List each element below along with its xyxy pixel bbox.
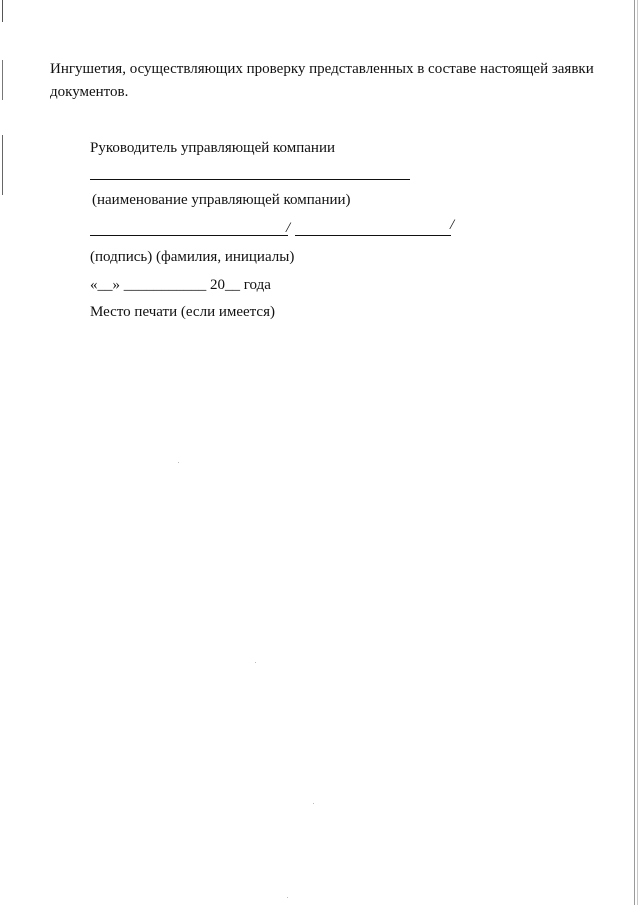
scan-edge-left xyxy=(2,0,3,905)
scan-speck xyxy=(313,803,314,804)
intro-paragraph: Ингушетия, осуществляющих проверку представленных в составе настоящей заявки документов. xyxy=(50,61,594,100)
date-line: «__» ___________ 20__ года xyxy=(90,277,271,293)
scan-edge-right-shadow xyxy=(637,0,638,905)
scan-speck xyxy=(178,462,179,463)
signature-blank-line xyxy=(90,235,288,236)
name-initials-blank-line xyxy=(295,235,451,236)
signature-caption: (подпись) (фамилия, инициалы) xyxy=(90,249,295,265)
scan-speck xyxy=(287,897,288,898)
company-name-blank-line xyxy=(90,179,410,180)
signature-separator-slash: / xyxy=(286,220,291,236)
scan-edge-right xyxy=(634,0,635,905)
stamp-label: Место печати (если имеется) xyxy=(90,304,275,320)
closing-slash: / xyxy=(450,217,455,233)
head-label: Руководитель управляющей компании xyxy=(90,140,336,156)
scan-speck xyxy=(255,662,256,663)
company-caption: (наименование управляющей компании) xyxy=(92,192,351,208)
